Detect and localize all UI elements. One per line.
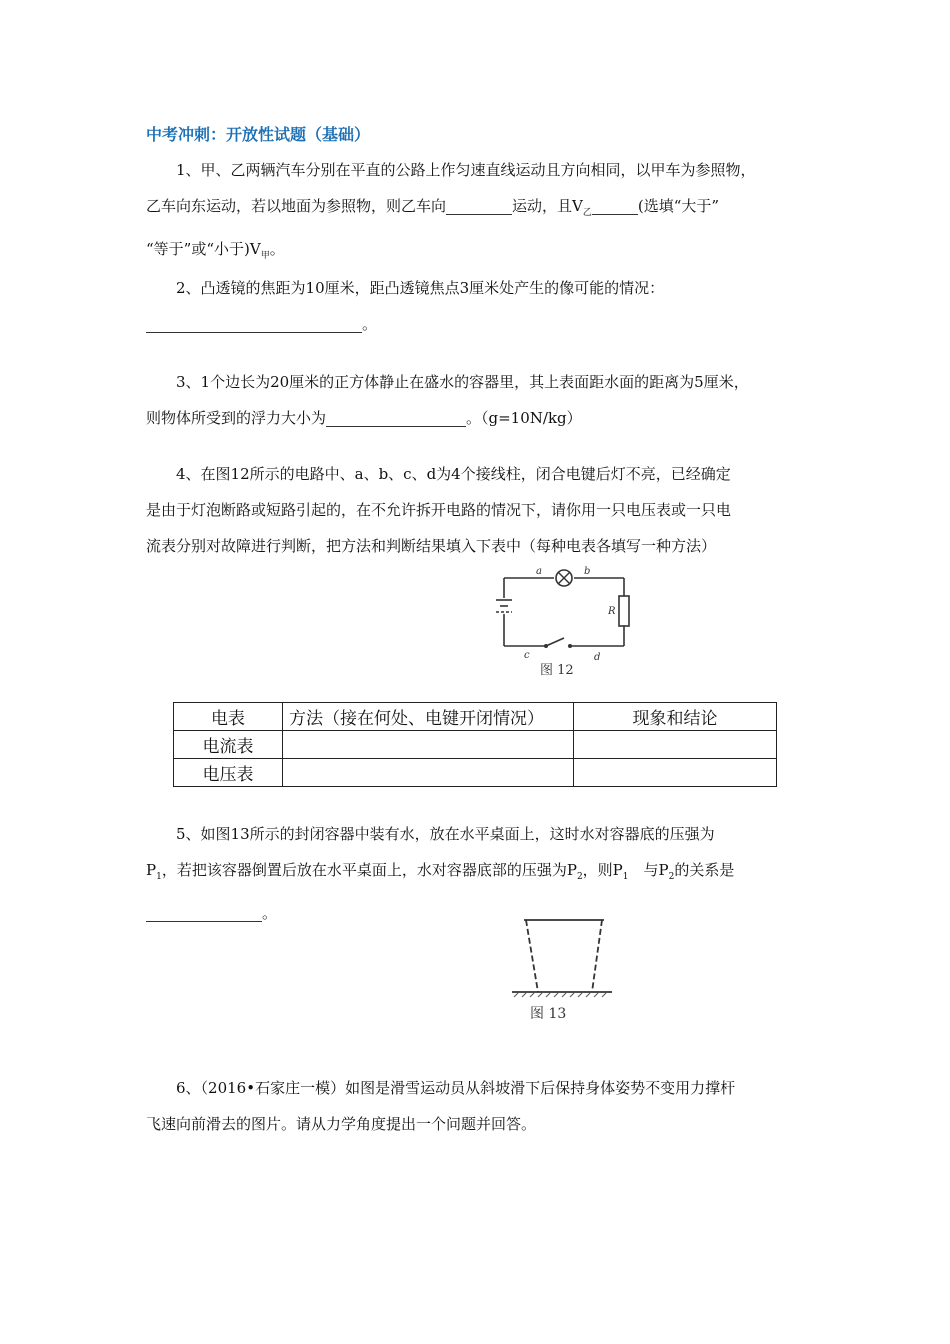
q5-line1: 5、如图13所示的封闭容器中装有水，放在水平桌面上，这时水对容器底的压强为 <box>176 825 715 843</box>
resistor-icon <box>619 596 629 626</box>
q1-answer-blank-direction[interactable] <box>446 196 512 215</box>
question-4 <box>146 456 806 564</box>
q1-subscript: 甲 <box>260 251 270 261</box>
q1-text: 运动，且V <box>512 197 583 215</box>
question-1 <box>146 152 806 274</box>
q1-line3 <box>146 231 806 274</box>
table-row <box>174 759 777 787</box>
question-3 <box>146 364 806 436</box>
q3-line1: 3、1个边长为20厘米的正方体静止在盛水的容器里，其上表面距水面的距离为5厘米， <box>176 373 749 391</box>
q1-answer-blank-compare[interactable] <box>592 196 638 215</box>
table-header-row <box>174 703 777 731</box>
q3-text: 则物体所受到的浮力大小为 <box>146 409 327 427</box>
table-header: 方法（接在何处、电键开闭情况） <box>283 703 574 731</box>
figure-13-caption: 图 13 <box>530 1006 567 1022</box>
lamp-icon <box>556 570 572 586</box>
q5-subscript: 2 <box>668 872 675 882</box>
q1-subscript: 乙 <box>582 208 592 218</box>
q1-text: 。 <box>269 240 285 258</box>
q5-subscript: 1 <box>156 872 162 882</box>
q5-line3 <box>146 895 806 931</box>
terminal-c: c <box>524 650 530 661</box>
table-header: 现象和结论 <box>574 703 777 731</box>
table-cell-result[interactable] <box>574 759 777 787</box>
table-cell-method[interactable] <box>283 731 574 759</box>
question-2 <box>146 270 806 342</box>
terminal-a: a <box>536 566 542 577</box>
q5-text: ，则P <box>582 861 623 879</box>
meter-table <box>173 702 777 787</box>
q1-text: (选填“大于” <box>637 197 720 215</box>
resistor-label: R <box>608 606 616 617</box>
q1-text: “等于”或“小于)V <box>146 240 261 258</box>
q5-text: P <box>146 861 157 879</box>
q2-line1: 2、凸透镜的焦距为10厘米，距凸透镜焦点3厘米处产生的像可能的情况： <box>176 279 665 297</box>
q5-text: 。 <box>262 904 278 922</box>
q6-line1: 6、（2016•石家庄一模）如图是滑雪运动员从斜坡滑下后保持身体姿势不变用力撑杆 <box>176 1079 736 1097</box>
question-6 <box>146 1070 806 1142</box>
q1-line2 <box>146 188 806 231</box>
q6-line2: 飞速向前滑去的图片。请从力学角度提出一个问题并回答。 <box>146 1115 537 1133</box>
q5-line2 <box>146 852 806 895</box>
q3-text: 。（g=10N/kg） <box>466 409 582 427</box>
q5-text: 与P <box>628 861 669 879</box>
q4-line3: 流表分别对故障进行判断，把方法和判断结果填入下表中（每种电表各填写一种方法） <box>146 537 717 555</box>
q1-line1: 1、甲、乙两辆汽车分别在平直的公路上作匀速直线运动且方向相同，以甲车为参照物， <box>176 161 756 179</box>
terminal-b: b <box>584 566 591 577</box>
q2-text: 。 <box>362 315 378 333</box>
q5-text: ，若把该容器倒置后放在水平桌面上，水对容器底部的压强为P <box>161 861 577 879</box>
table-cell-meter: 电流表 <box>174 731 283 759</box>
q3-answer-blank[interactable] <box>326 408 466 427</box>
terminal-d: d <box>594 652 601 663</box>
q2-answer-blank[interactable] <box>146 314 362 333</box>
q4-line1: 4、在图12所示的电路中、a、b、c、d为4个接线柱，闭合电键后灯不亮，已经确定 <box>176 465 731 483</box>
q3-line2 <box>146 400 806 436</box>
table-cell-method[interactable] <box>283 759 574 787</box>
q1-text: 乙车向东运动，若以地面为参照物，则乙车向 <box>146 197 447 215</box>
q2-line2 <box>146 306 806 342</box>
table-cell-result[interactable] <box>574 731 777 759</box>
table-header: 电表 <box>174 703 283 731</box>
question-5 <box>146 816 806 931</box>
table-cell-meter: 电压表 <box>174 759 283 787</box>
table-row <box>174 731 777 759</box>
q5-subscript: 2 <box>576 872 583 882</box>
figure-13-container <box>512 912 612 1024</box>
q5-answer-blank[interactable] <box>146 903 262 922</box>
page-title: 中考冲刺：开放性试题（基础） <box>146 125 371 144</box>
figure-12-caption: 图 12 <box>540 663 574 678</box>
q4-line2: 是由于灯泡断路或短路引起的，在不允许拆开电路的情况下，请你用一只电压表或一只电 <box>146 501 732 519</box>
q5-text: 的关系是 <box>674 861 735 879</box>
q5-subscript: 1 <box>622 872 629 882</box>
figure-12-circuit <box>490 562 640 680</box>
